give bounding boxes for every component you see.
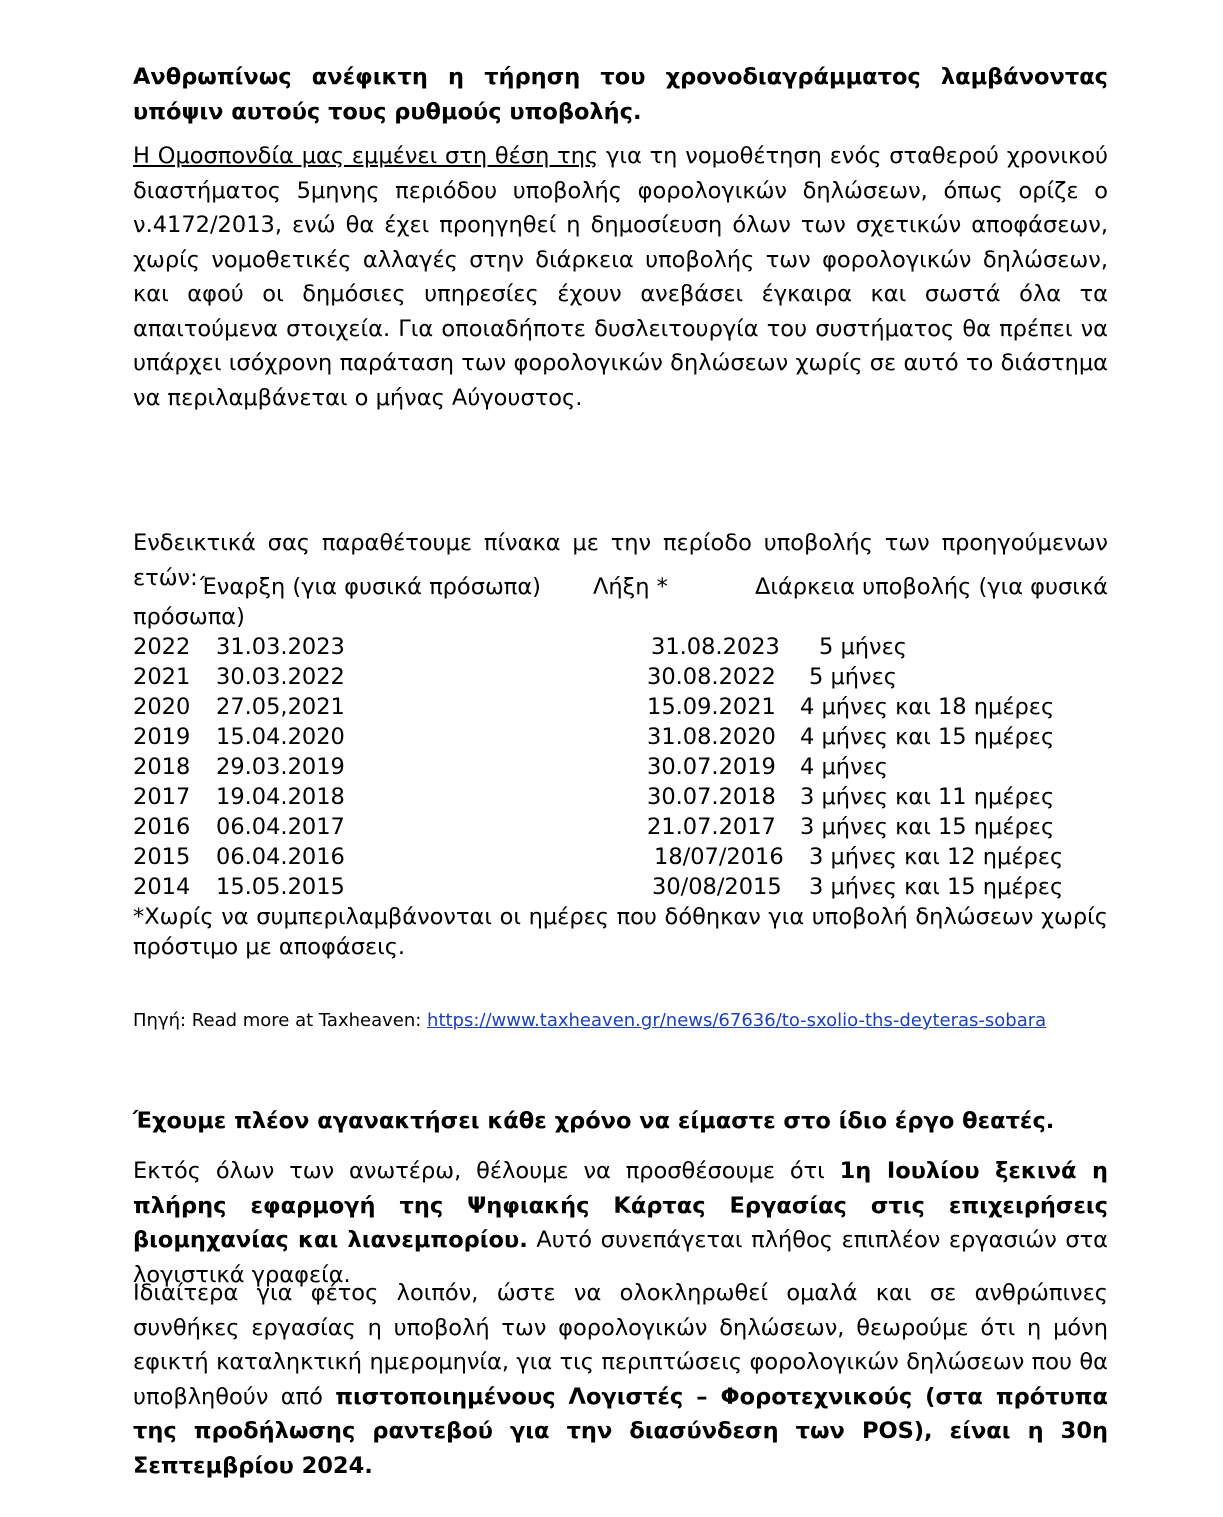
cell-year: 2016 bbox=[133, 814, 191, 840]
cell-end: 31.08.2020 bbox=[647, 724, 776, 750]
source-prefix: Πηγή: Read more at Taxheaven: bbox=[133, 1010, 428, 1031]
cell-year: 2022 bbox=[133, 634, 191, 660]
cell-start: 06.04.2016 bbox=[216, 844, 345, 870]
table-row bbox=[133, 782, 1108, 812]
cell-end: 15.09.2021 bbox=[647, 694, 776, 720]
header-end: Λήξη * bbox=[593, 574, 668, 600]
digital-work-card-paragraph bbox=[133, 1154, 1108, 1292]
cell-end: 30.07.2019 bbox=[647, 754, 776, 780]
document-page bbox=[133, 60, 1108, 1479]
cell-start: 27.05,2021 bbox=[216, 694, 345, 720]
cell-year: 2015 bbox=[133, 844, 191, 870]
cell-start: 31.03.2023 bbox=[216, 634, 345, 660]
cell-start: 29.03.2019 bbox=[216, 754, 345, 780]
cell-year: 2018 bbox=[133, 754, 191, 780]
cell-duration: 5 μήνες bbox=[819, 634, 907, 660]
deadline-request-paragraph bbox=[133, 1276, 1108, 1483]
cell-start: 19.04.2018 bbox=[216, 784, 345, 810]
paragraph-text: Εκτός όλων των ανωτέρω, θέλουμε να προσθέσουμε ότι bbox=[133, 1158, 840, 1184]
paragraph-text: Αυτό συνεπάγεται πλήθος επιπλέον εργασιών στα λογιστικά γραφεία. bbox=[133, 1227, 1108, 1288]
table-header bbox=[133, 572, 1108, 602]
cell-end: 31.08.2023 bbox=[651, 634, 780, 660]
bold-phrase: πιστοποιημένους Λογιστές – Φοροτεχνικούς (στα πρότυπα της προδήλωσης ραντεβού για την διασύνδεση των POS), είναι η 30η Σεπτεμβρίου 2024. bbox=[133, 1383, 1108, 1479]
cell-duration: 3 μήνες και 15 ημέρες bbox=[800, 814, 1055, 840]
cell-end: 30/08/2015 bbox=[652, 874, 782, 900]
cell-year: 2019 bbox=[133, 724, 191, 750]
cell-duration: 4 μήνες bbox=[800, 754, 888, 780]
section-heading-frustration: Έχουμε πλέον αγανακτήσει κάθε χρόνο να είμαστε στο ίδιο έργο θεατές. bbox=[133, 1108, 1055, 1134]
cell-year: 2020 bbox=[133, 694, 191, 720]
cell-duration: 3 μήνες και 15 ημέρες bbox=[809, 874, 1064, 900]
table-row bbox=[133, 632, 1108, 662]
cell-start: 15.05.2015 bbox=[216, 874, 345, 900]
table-row bbox=[133, 812, 1108, 842]
source-line bbox=[133, 1008, 1046, 1034]
table-row bbox=[133, 842, 1108, 872]
header-duration-cont: πρόσωπα) bbox=[133, 604, 245, 630]
cell-duration: 3 μήνες και 11 ημέρες bbox=[800, 784, 1055, 810]
cell-duration: 3 μήνες και 12 ημέρες bbox=[809, 844, 1064, 870]
cell-end: 30.08.2022 bbox=[647, 664, 776, 690]
table-row bbox=[133, 752, 1108, 782]
cell-start: 30.03.2022 bbox=[216, 664, 345, 690]
bold-phrase: 1η Ιουλίου ξεκινά η πλήρης εφαρμογή της Ψηφιακής Κάρτας Εργασίας στις επιχειρήσεις βιομηχανίας και λιανεμπορίου. bbox=[133, 1158, 1108, 1253]
cell-start: 15.04.2020 bbox=[216, 724, 345, 750]
cell-duration: 4 μήνες και 18 ημέρες bbox=[800, 694, 1055, 720]
section-heading-schedule: Ανθρωπίνως ανέφικτη η τήρηση του χρονοδιαγράμματος λαμβάνοντας υπόψιν αυτούς τους ρυθμούς υποβολής. bbox=[133, 64, 1108, 125]
submission-periods-table bbox=[133, 572, 1108, 962]
cell-end: 18/07/2016 bbox=[654, 844, 784, 870]
cell-year: 2014 bbox=[133, 874, 191, 900]
table-row bbox=[133, 872, 1108, 902]
paragraph-text: Ιδιαίτερα για φέτος λοιπόν, ώστε να ολοκληρωθεί ομαλά και σε ανθρώπινες συνθήκες εργασίας η υποβολή των φορολογικών δηλώσεων, θεωρούμε ότι η μόνη εφικτή καταληκτική ημερομηνία, για τις περιπτώσεις φορολογικών δηλώσεων που θα υποβληθούν από bbox=[133, 1280, 1108, 1410]
cell-year: 2017 bbox=[133, 784, 191, 810]
header-duration: Διάρκεια υποβολής (για φυσικά bbox=[754, 574, 1108, 600]
cell-duration: 5 μήνες bbox=[809, 664, 897, 690]
source-link[interactable]: https://www.taxheaven.gr/news/67636/to-sxolio-ths-deyteras-sobara bbox=[427, 1010, 1047, 1031]
header-continuation bbox=[133, 602, 1108, 632]
cell-start: 06.04.2017 bbox=[216, 814, 345, 840]
table-row bbox=[133, 692, 1108, 722]
underlined-phrase: Η Ομοσπονδία μας εμμένει στη θέση της bbox=[133, 143, 599, 169]
cell-duration: 4 μήνες και 15 ημέρες bbox=[800, 724, 1055, 750]
paragraph-text: για τη νομοθέτηση ενός σταθερού χρονικού διαστήματος 5μηνης περιόδου υποβολής φορολογικών δηλώσεων, όπως ορίζε ο ν.4172/2013, ενώ θα έχει προηγηθεί η δημοσίευση όλων των σχετικών αποφάσεων, χωρίς νομοθετικές αλλαγές στην διάρκεια υποβολής των φορολογικών δηλώσεων, και αφού οι δημόσιες υπηρεσίες έχουν ανεβάσει έγκαιρα και σωστά όλα τα απαιτούμενα στοιχεία. Για οποιαδήποτε δυσλειτουργία του συστήματος θα πρέπει να υπάρχει ισόχρονη παράταση των φορολογικών δηλώσεων χωρίς σε αυτό το διάστημα να περιλαμβάνεται ο μήνας Αύγουστος. bbox=[133, 143, 1108, 411]
cell-end: 21.07.2017 bbox=[647, 814, 776, 840]
table-row bbox=[133, 662, 1108, 692]
federation-position-paragraph bbox=[133, 139, 1108, 415]
header-start: Έναρξη (για φυσικά πρόσωπα) bbox=[200, 574, 541, 600]
table-intro-text: Ενδεικτικά σας παραθέτουμε πίνακα με την περίοδο υποβολής των προηγούμενων ετών: bbox=[133, 530, 1108, 591]
table-row bbox=[133, 722, 1108, 752]
cell-end: 30.07.2018 bbox=[647, 784, 776, 810]
cell-year: 2021 bbox=[133, 664, 191, 690]
table-footnote: *Χωρίς να συμπεριλαμβάνονται οι ημέρες που δόθηκαν για υποβολή δηλώσεων χωρίς πρόστιμο με αποφάσεις. bbox=[133, 904, 1108, 960]
